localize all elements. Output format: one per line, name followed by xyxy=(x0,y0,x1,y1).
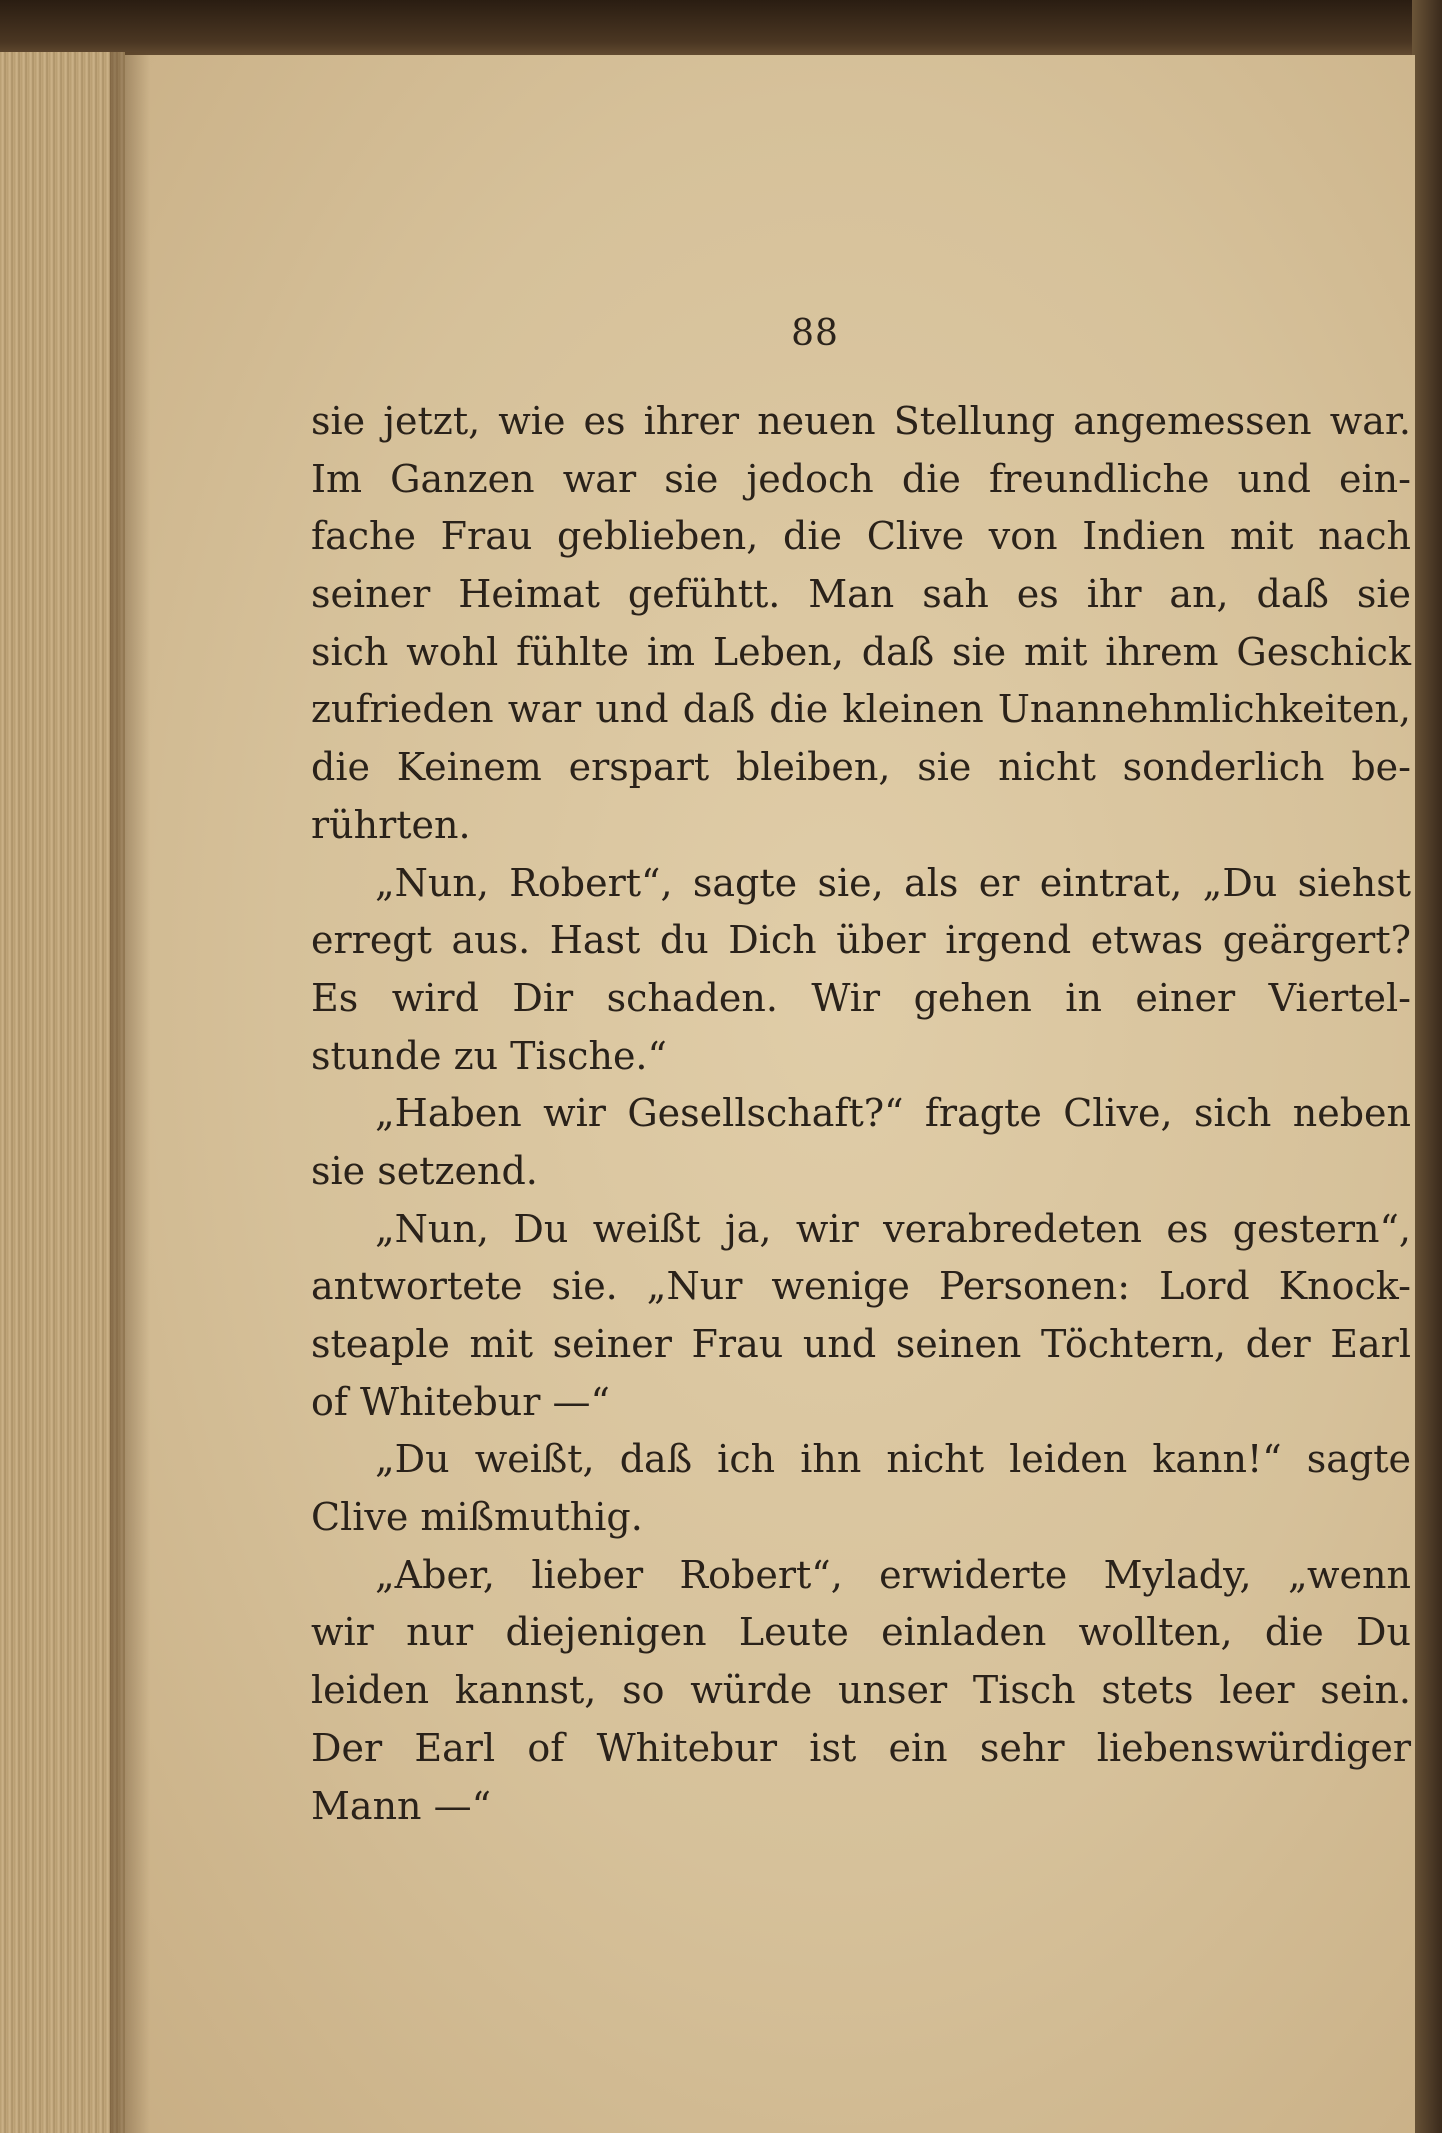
text-line: sie jetzt, wie es ihrer neuen Stellung angemessen war. xyxy=(311,399,1411,443)
body-text xyxy=(311,393,1411,1835)
text-line: Clive mißmuthig. xyxy=(311,1495,643,1540)
book-right-edge xyxy=(1412,0,1442,2133)
text-line: rührten. xyxy=(311,802,471,847)
text-line: of Whitebur —“ xyxy=(311,1379,610,1424)
text-line: erregt aus. Hast du Dich über irgend etwas geärgert? xyxy=(311,918,1411,963)
book-page xyxy=(125,55,1415,2133)
text-line: „Aber, lieber Robert“, erwiderte Mylady, „wenn xyxy=(375,1552,1411,1597)
page-stack-edge xyxy=(0,52,125,2133)
text-line: „Nun, Du weißt ja, wir verabredeten es gestern“, xyxy=(375,1206,1411,1251)
text-line: „Haben wir Gesellschaft?“ fragte Clive, sich neben xyxy=(375,1091,1411,1136)
text-line: die Keinem erspart bleiben, sie nicht sonderlich be- xyxy=(311,745,1411,790)
text-line: sie setzend. xyxy=(311,1148,538,1193)
text-line: Es wird Dir schaden. Wir gehen in einer Viertel- xyxy=(311,975,1411,1020)
text-line: „Nun, Robert“, sagte sie, als er eintrat, „Du siehst xyxy=(375,860,1411,905)
text-line: sich wohl fühlte im Leben, daß sie mit ihrem Geschick xyxy=(311,629,1411,674)
text-line: seiner Heimat gefühtt. Man sah es ihr an, daß sie xyxy=(311,572,1411,617)
page-gutter-shadow xyxy=(110,52,150,2133)
text-line: wir nur diejenigen Leute einladen wollten, die Du xyxy=(311,1610,1411,1655)
page-number: 88 xyxy=(791,313,839,354)
text-line: steaple mit seiner Frau und seinen Töchtern, der Earl xyxy=(311,1322,1411,1366)
text-line: Der Earl of Whitebur ist ein sehr liebenswürdiger xyxy=(311,1725,1411,1770)
text-line: antwortete sie. „Nur wenige Personen: Lord Knock- xyxy=(311,1264,1411,1309)
text-line: fache Frau geblieben, die Clive von Indien mit nach xyxy=(311,514,1411,559)
text-line: stunde zu Tische.“ xyxy=(311,1033,667,1078)
text-line: Im Ganzen war sie jedoch die freundliche und ein- xyxy=(311,456,1411,501)
book-top-edge xyxy=(0,0,1442,60)
text-line: leiden kannst, so würde unser Tisch stets leer sein. xyxy=(311,1668,1411,1713)
text-line: Mann —“ xyxy=(311,1783,492,1828)
text-line: „Du weißt, daß ich ihn nicht leiden kann!“ sagte xyxy=(375,1437,1411,1482)
text-line: zufrieden war und daß die kleinen Unannehmlichkeiten, xyxy=(311,687,1411,732)
